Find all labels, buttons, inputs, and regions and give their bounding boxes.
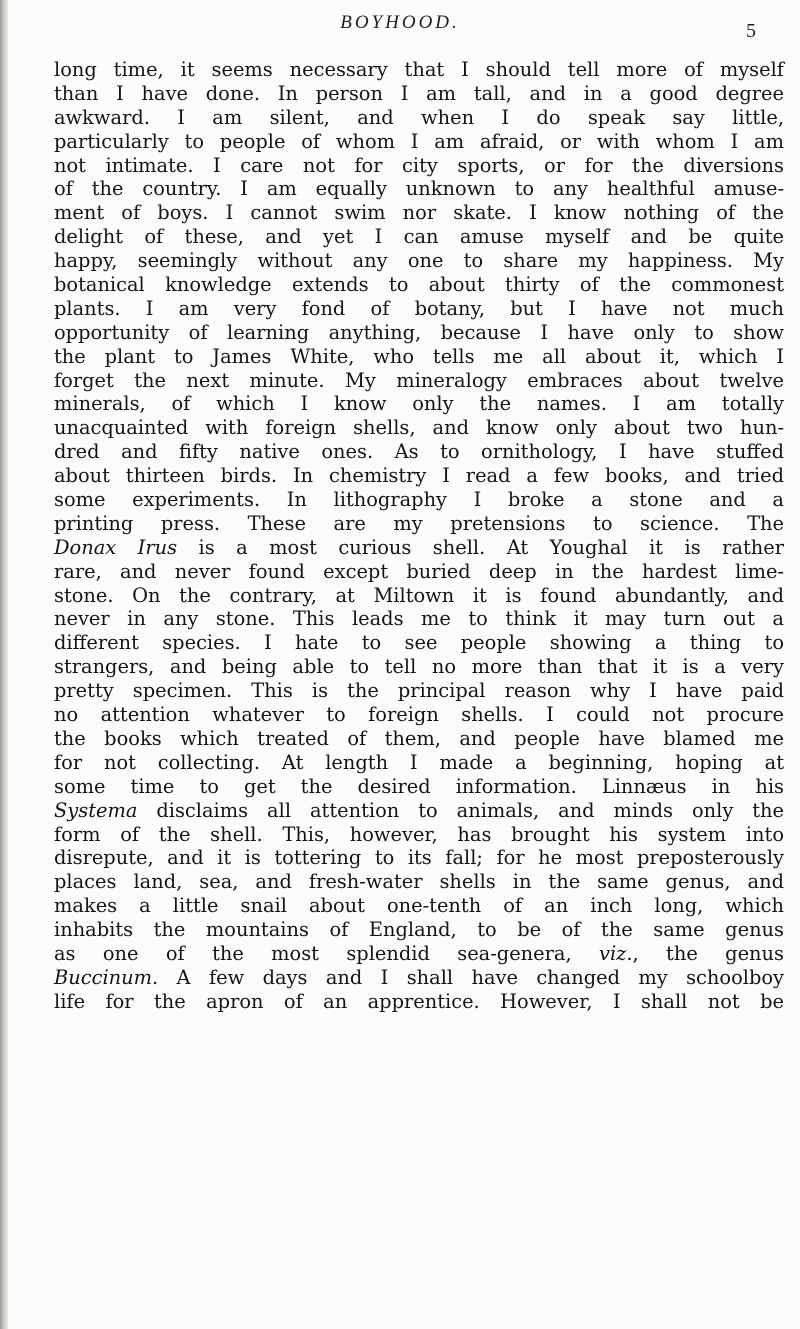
text-line: some time to get the desired information. Linnæus in his	[54, 774, 784, 798]
text-line: places land, sea, and fresh-water shells in the same genus, and	[54, 870, 784, 894]
text-line: some experiments. In lithography I broke a stone and a	[54, 488, 784, 512]
italic-term: Buccinum.	[54, 965, 159, 989]
text-line: disrepute, and it is tottering to its fall; for he most preposterously	[54, 846, 784, 870]
text-line: as one of the most splendid sea-genera, viz., the genus	[54, 941, 784, 965]
text-line: printing press. These are my pretensions to science. The	[54, 511, 784, 535]
text-line: never in any stone. This leads me to think it may turn out a	[54, 607, 784, 631]
italic-term: viz.	[598, 941, 633, 965]
text-line: makes a little snail about one-tenth of an inch long, which	[54, 894, 784, 918]
text-line: of the country. I am equally unknown to any healthful amuse-	[54, 177, 784, 201]
text-line: happy, seemingly without any one to share my happiness. My	[54, 249, 784, 273]
text-line: Buccinum. A few days and I shall have changed my schoolboy	[54, 965, 784, 989]
page-binding-edge	[0, 0, 8, 1329]
text-line: different species. I hate to see people showing a thing to	[54, 631, 784, 655]
text-line: Donax Irus is a most curious shell. At Youghal it is rather	[54, 535, 784, 559]
text-line: no attention whatever to foreign shells. I could not procure	[54, 703, 784, 727]
text-line: inhabits the mountains of England, to be of the same genus	[54, 918, 784, 942]
text-line: not intimate. I care not for city sports, or for the diversions	[54, 153, 784, 177]
text-line: strangers, and being able to tell no more than that it is a very	[54, 655, 784, 679]
text-line: rare, and never found except buried deep in the hardest lime-	[54, 559, 784, 583]
text-line: about thirteen birds. In chemistry I read a few books, and tried	[54, 464, 784, 488]
page-number: 5	[746, 20, 756, 42]
text-line: dred and fifty native ones. As to ornithology, I have stuffed	[54, 440, 784, 464]
text-line: form of the shell. This, however, has brought his system into	[54, 822, 784, 846]
text-line: unacquainted with foreign shells, and know only about two hun-	[54, 416, 784, 440]
italic-term: Systema	[54, 798, 138, 822]
text-line: ment of boys. I cannot swim nor skate. I know nothing of the	[54, 201, 784, 225]
text-line: stone. On the contrary, at Miltown it is found abundantly, and	[54, 583, 784, 607]
text-line: botanical knowledge extends to about thirty of the commonest	[54, 273, 784, 297]
text-line: opportunity of learning anything, because I have only to show	[54, 320, 784, 344]
italic-term: Donax Irus	[54, 535, 178, 559]
text-line: forget the next minute. My mineralogy embraces about twelve	[54, 368, 784, 392]
text-line: for not collecting. At length I made a beginning, hoping at	[54, 750, 784, 774]
text-line: plants. I am very fond of botany, but I have not much	[54, 296, 784, 320]
text-line: particularly to people of whom I am afraid, or with whom I am	[54, 129, 784, 153]
text-line: long time, it seems necessary that I should tell more of myself	[54, 58, 784, 81]
text-line: the books which treated of them, and people have blamed me	[54, 726, 784, 750]
text-line: Systema disclaims all attention to animals, and minds only the	[54, 798, 784, 822]
text-line: awkward. I am silent, and when I do speak say little,	[54, 105, 784, 129]
text-line: the plant to James White, who tells me all about it, which I	[54, 344, 784, 368]
running-head: BOYHOOD.	[340, 12, 460, 33]
body-text	[54, 58, 784, 1014]
text-line: minerals, of which I know only the names. I am totally	[54, 392, 784, 416]
text-line: pretty specimen. This is the principal reason why I have paid	[54, 679, 784, 703]
text-line: life for the apron of an apprentice. However, I shall not be	[54, 989, 784, 1013]
text-line: delight of these, and yet I can amuse myself and be quite	[54, 225, 784, 249]
text-line: than I have done. In person I am tall, and in a good degree	[54, 81, 784, 105]
